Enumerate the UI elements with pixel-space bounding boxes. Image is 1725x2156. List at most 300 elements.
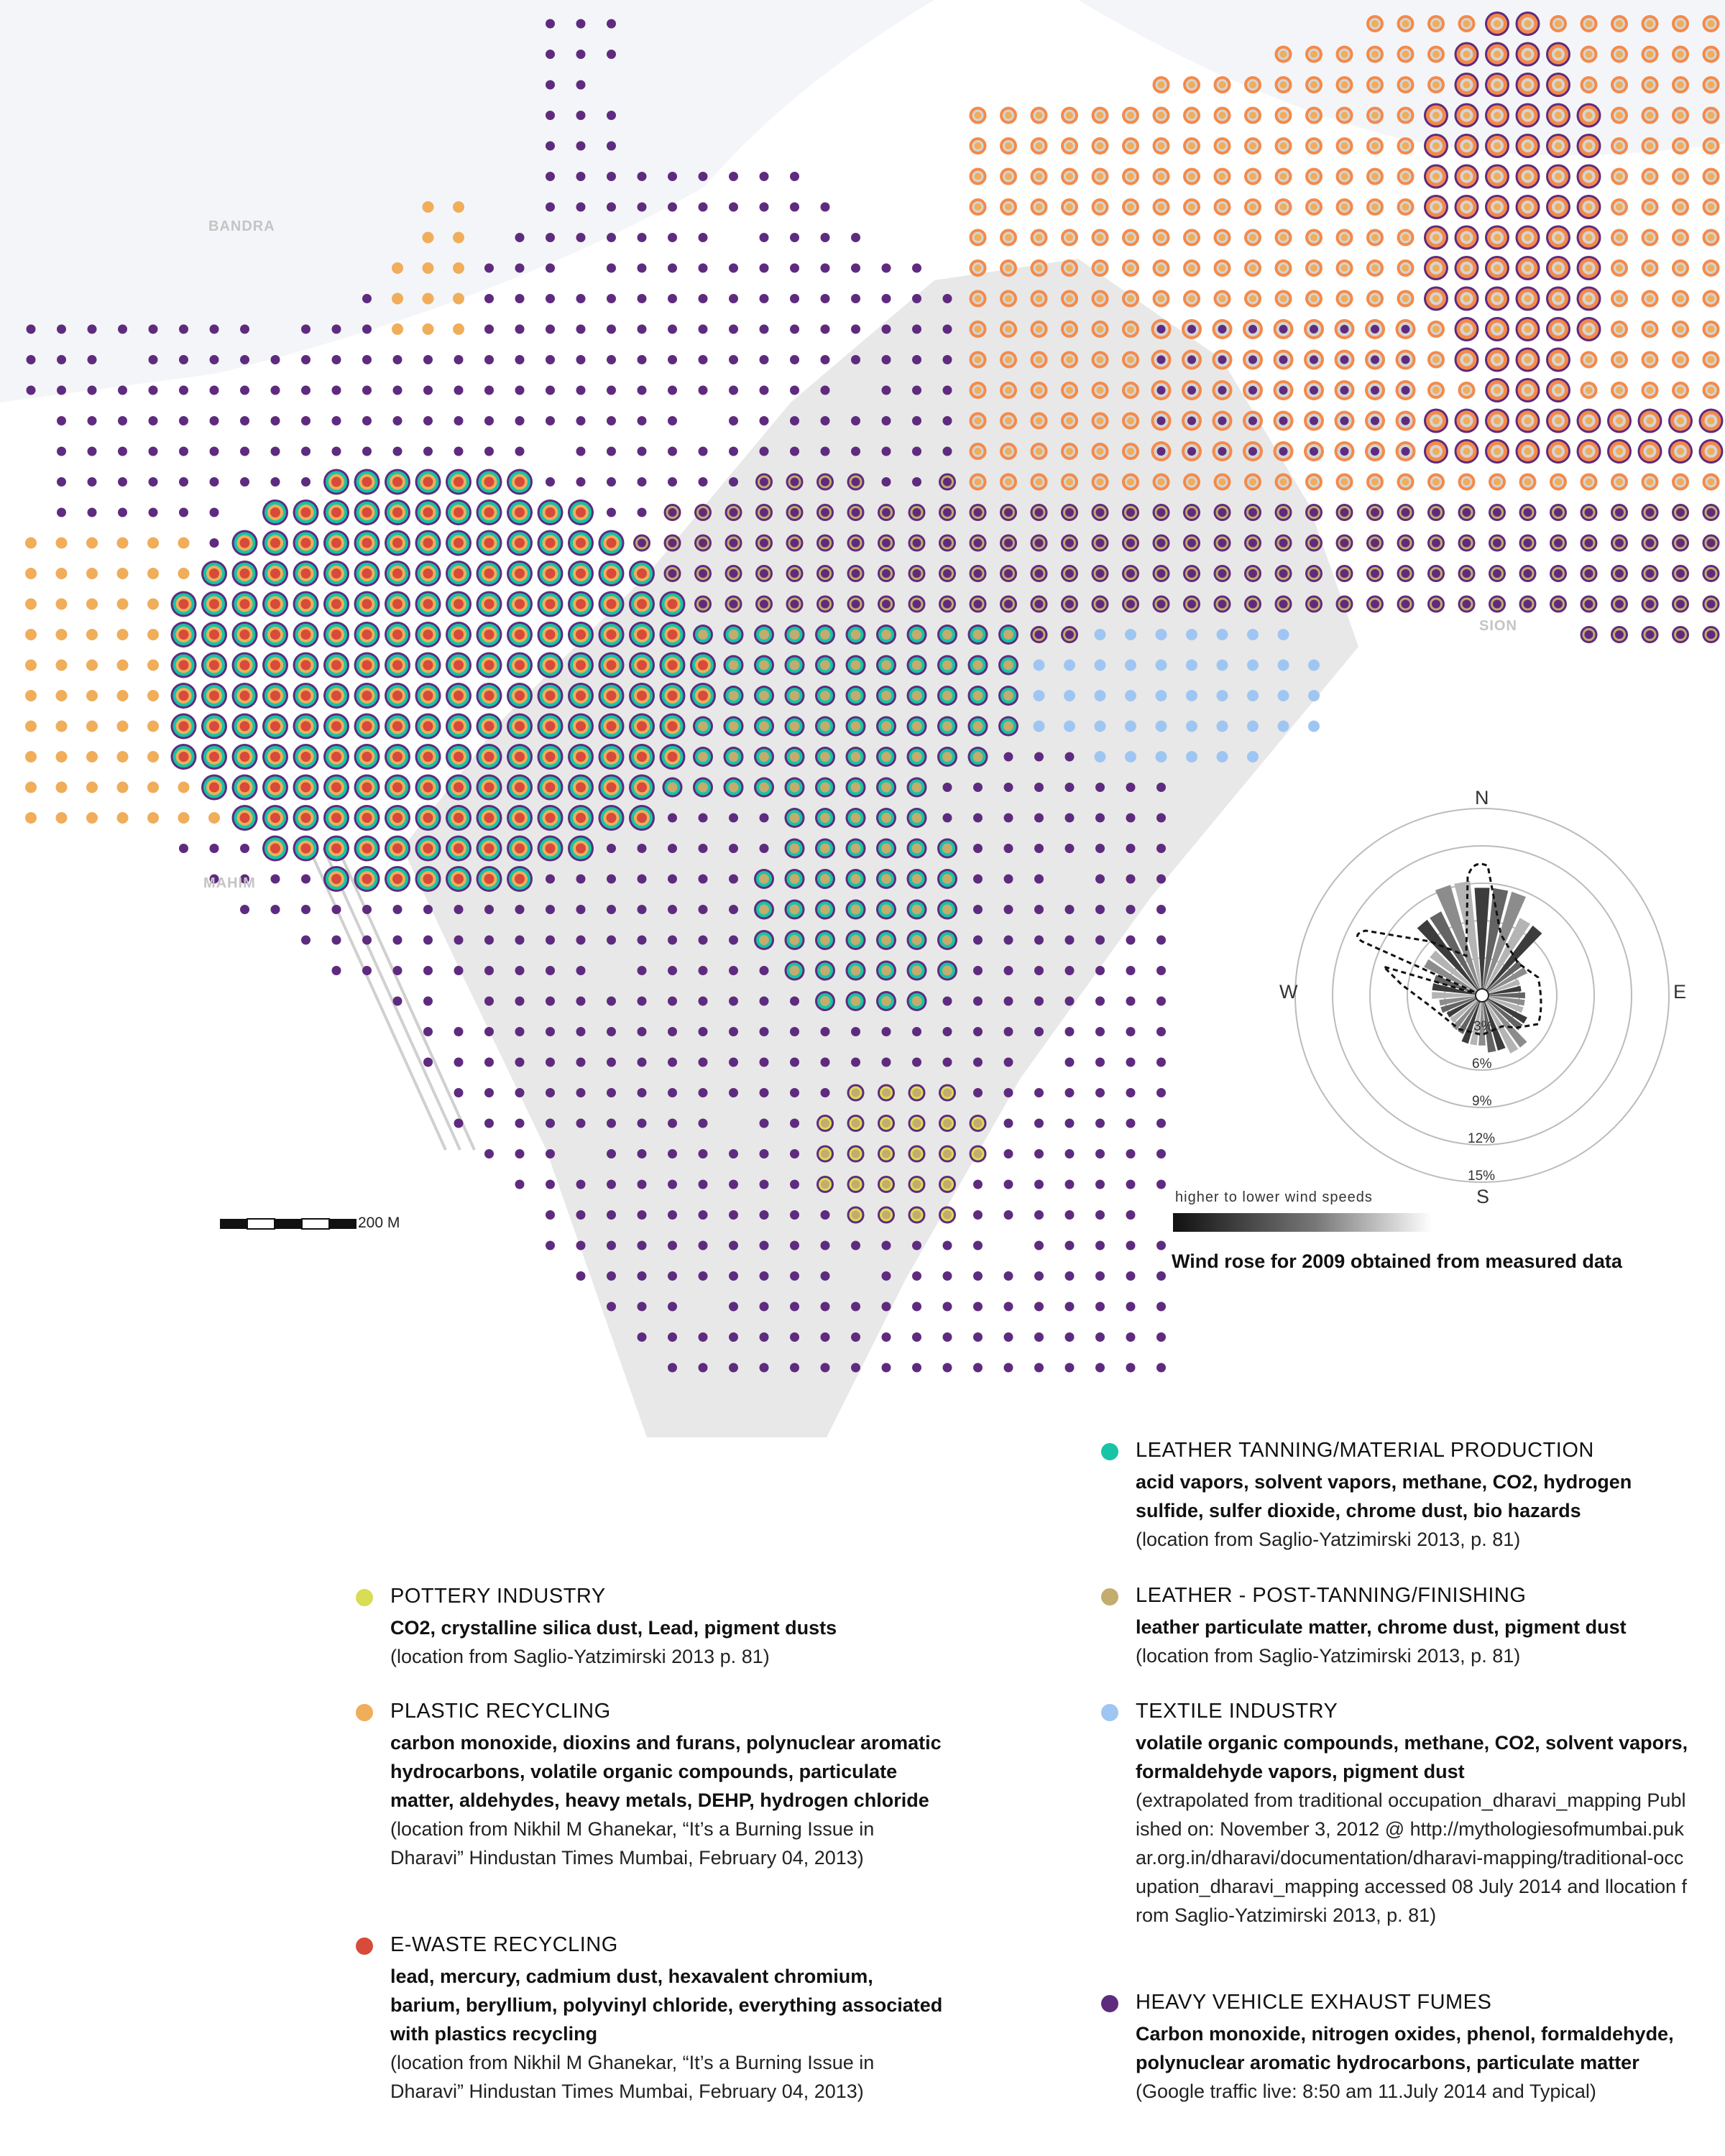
exhaust-dot (484, 325, 494, 334)
dot-ring (546, 752, 556, 762)
dot-ring (1494, 20, 1501, 27)
exhaust-dot (1034, 997, 1044, 1006)
exhaust-dot (790, 264, 799, 273)
dot-ring (240, 905, 249, 914)
dot-ring (790, 844, 800, 854)
dot-ring (1615, 630, 1624, 639)
dot-ring (118, 386, 127, 395)
exhaust-dot (484, 936, 494, 945)
dot-ring (973, 660, 983, 671)
dot-ring (1156, 844, 1166, 853)
dot-ring (25, 812, 37, 824)
exhaust-dot (607, 1210, 616, 1220)
orange-ring-dot (970, 382, 987, 399)
finishing-dot (1642, 565, 1659, 582)
dot-ring (973, 722, 983, 732)
dot-ring (1340, 417, 1349, 425)
exhaust-dot (607, 1271, 616, 1281)
finishing-dot (1397, 535, 1414, 552)
exhaust-dot (821, 1058, 830, 1067)
dot-ring (392, 783, 402, 793)
exhaust-dot (515, 416, 525, 425)
exhaust-dot (1156, 814, 1166, 823)
plastic-dot (392, 323, 403, 335)
ewaste-dot (568, 653, 594, 678)
orange-ring-dot (1672, 107, 1689, 124)
dot-ring (820, 691, 830, 701)
dot-ring (668, 355, 677, 364)
dot-ring (576, 844, 586, 854)
dot-ring (1616, 387, 1623, 394)
exhaust-dot (668, 447, 677, 456)
tanning-dot (693, 747, 713, 767)
dot-ring (1034, 1149, 1044, 1158)
exhaust-dot (607, 1180, 616, 1189)
finishing-dot (1061, 565, 1078, 582)
orange-ring-dot (1061, 290, 1078, 308)
exhaust-dot (1034, 1210, 1044, 1220)
dot-ring (392, 262, 403, 274)
exhaust-dot (882, 294, 891, 303)
dot-ring (912, 1027, 921, 1036)
dot-ring (607, 844, 616, 853)
exhaust-dot (1095, 1088, 1105, 1097)
plastic-dot (56, 629, 68, 640)
dot-ring (179, 416, 188, 425)
orange-ring-dot (1611, 259, 1628, 277)
dot-ring (423, 568, 433, 579)
dot-ring (270, 813, 280, 823)
ewaste-dot (262, 591, 288, 617)
dot-ring (973, 691, 983, 701)
plastic-dot (86, 782, 98, 793)
exhaust-orange-dot (1455, 103, 1479, 128)
exhaust-dot (332, 325, 341, 334)
dot-ring (362, 874, 372, 884)
orange-ring-dot (1581, 46, 1598, 63)
exhaust-dot (301, 477, 310, 487)
ewaste-dot (354, 714, 380, 740)
dot-ring (240, 568, 250, 579)
dot-ring (484, 1119, 494, 1128)
dot-ring (760, 294, 769, 303)
dot-ring (1065, 1027, 1075, 1036)
dot-ring (1616, 479, 1623, 486)
exhaust-dot (546, 1088, 555, 1097)
dot-ring (973, 936, 983, 945)
dot-ring (1005, 173, 1012, 180)
finishing-dot (1122, 596, 1139, 613)
dot-ring (1127, 448, 1134, 455)
exhaust-dot (668, 1180, 677, 1189)
exhaust-dot (454, 355, 464, 364)
textile-dot (1278, 690, 1289, 701)
dot-ring (1095, 1210, 1105, 1220)
orange-ring-dot (1122, 198, 1139, 216)
dot-ring (638, 508, 647, 517)
ewaste-dot (599, 530, 625, 556)
exhaust-dot (393, 447, 402, 456)
orange-ring-dot (1183, 137, 1200, 155)
ewaste-dot (323, 591, 349, 617)
dot-ring (1278, 660, 1289, 671)
ewaste-dot (599, 683, 625, 709)
dot-ring (973, 1058, 983, 1067)
dot-ring (270, 660, 280, 671)
dot-ring (1095, 936, 1105, 945)
dot-ring (760, 1058, 769, 1067)
exhaust-dot (210, 386, 219, 395)
dot-ring (760, 1119, 769, 1128)
exhaust-dot (454, 416, 464, 425)
orange-ring-dot (1061, 474, 1078, 491)
dot-ring (454, 568, 464, 579)
plastic-dot (147, 751, 159, 763)
tanning-dot (724, 717, 744, 737)
dot-ring (1005, 264, 1012, 272)
exhaust-dot (607, 997, 616, 1006)
dot-ring (301, 691, 311, 701)
dot-ring (973, 630, 983, 640)
exhaust-dot (1034, 783, 1044, 792)
dot-ring (699, 1088, 708, 1097)
dot-ring (1065, 966, 1075, 975)
ewaste-dot (323, 683, 349, 709)
finishing-dot (725, 565, 742, 582)
dot-ring (851, 325, 860, 334)
finishing-dot (1031, 596, 1048, 613)
exhaust-dot (576, 1119, 586, 1128)
exhaust-orange-dot (1485, 409, 1509, 433)
dot-ring (1097, 173, 1104, 180)
exhaust-orange-dot (1485, 103, 1509, 128)
dot-ring (852, 1180, 860, 1189)
orange-ring-dot (1396, 411, 1416, 431)
orange-ring-dot (1275, 198, 1292, 216)
dot-ring (392, 691, 402, 701)
dot-ring (638, 264, 647, 273)
dot-ring (453, 323, 464, 335)
dot-ring (882, 416, 891, 425)
dot-ring (881, 844, 891, 854)
exhaust-dot (760, 1180, 769, 1189)
exhaust-dot (851, 1241, 860, 1250)
dot-ring (1340, 539, 1349, 548)
dot-ring (484, 355, 494, 364)
orange-ring-dot (1335, 380, 1355, 400)
dot-ring (975, 479, 982, 486)
exhaust-dot (638, 264, 647, 273)
dot-ring (790, 660, 800, 671)
dot-ring (1095, 905, 1105, 914)
dot-ring (882, 508, 891, 517)
exhaust-orange-dot (1424, 409, 1448, 433)
orange-ring-dot (1703, 198, 1720, 216)
dot-ring (668, 1180, 677, 1189)
plastic-dot (147, 721, 159, 732)
orange-ring-dot (1244, 259, 1261, 277)
tanning-dot (937, 900, 957, 920)
finishing-dot (1581, 596, 1598, 613)
dot-ring (1127, 295, 1134, 303)
orange-ring-dot (1183, 168, 1200, 185)
exhaust-dot (973, 1210, 983, 1220)
orange-ring-dot (1304, 319, 1324, 339)
dot-ring (1524, 539, 1532, 548)
finishing-dot (970, 565, 987, 582)
ewaste-dot (415, 775, 441, 801)
dot-ring (1402, 539, 1410, 548)
dot-ring (454, 1058, 464, 1067)
dot-ring (760, 569, 768, 578)
exhaust-dot (271, 416, 280, 425)
exhaust-dot (1034, 1088, 1044, 1097)
orange-ring-dot (1305, 46, 1322, 63)
textile-dot (1095, 629, 1106, 640)
dot-ring (179, 599, 189, 609)
dot-ring (729, 1149, 738, 1158)
finishing-dot (1672, 535, 1689, 552)
orange-ring-dot (1703, 46, 1720, 63)
dot-ring (515, 416, 525, 425)
plastic-dot (25, 812, 37, 824)
finishing-dot (1183, 535, 1200, 552)
orange-ring-dot (1336, 259, 1353, 277)
orange-ring-dot (1611, 168, 1628, 185)
dot-ring (820, 660, 830, 671)
dot-ring (852, 1119, 860, 1128)
dot-ring (942, 935, 952, 945)
exhaust-dot (760, 386, 769, 395)
dot-ring (1066, 479, 1073, 486)
plastic-dot (453, 232, 464, 244)
exhaust-dot (638, 997, 647, 1006)
exhaust-dot (576, 1088, 586, 1097)
finishing-dot (1031, 565, 1048, 582)
dot-ring (821, 447, 830, 456)
dot-ring (1402, 295, 1409, 303)
exhaust-dot (668, 1119, 677, 1128)
exhaust-dot (576, 875, 586, 884)
dot-ring (1371, 203, 1379, 211)
exhaust-dot (393, 966, 402, 975)
dot-ring (1127, 234, 1134, 241)
dot-ring (729, 1210, 738, 1220)
finishing-dot (816, 504, 834, 521)
orange-ring-dot (1672, 198, 1689, 216)
exhaust-orange-dot (1455, 256, 1479, 280)
finishing-dot (694, 565, 712, 582)
ewaste-dot (538, 775, 564, 801)
orange-ring-dot (1305, 290, 1322, 308)
dot-ring (1371, 142, 1379, 149)
tanning-dot (754, 655, 774, 676)
textile-dot (1095, 660, 1106, 671)
dot-ring (546, 538, 556, 548)
orange-ring-dot (1672, 15, 1689, 32)
dot-ring (1248, 600, 1257, 609)
dot-ring (1127, 387, 1134, 394)
pottery-dot (908, 1176, 926, 1193)
dot-ring (1524, 600, 1532, 609)
exhaust-dot (423, 355, 433, 364)
dot-ring (546, 905, 555, 914)
exhaust-dot (638, 844, 647, 853)
finishing-dot (1672, 626, 1689, 643)
dot-ring (1188, 264, 1195, 272)
dot-ring (453, 232, 464, 244)
finishing-dot (1000, 596, 1017, 613)
exhaust-dot (760, 1119, 769, 1128)
finishing-dot (1550, 565, 1567, 582)
dot-ring (1036, 418, 1043, 425)
exhaust-dot (88, 477, 97, 487)
exhaust-dot (668, 416, 677, 425)
orange-ring-dot (1122, 351, 1139, 369)
textile-dot (1247, 660, 1259, 671)
dot-ring (668, 966, 677, 975)
dot-ring (515, 1027, 525, 1036)
dot-ring (699, 233, 708, 242)
dot-ring (607, 538, 617, 548)
dot-ring (210, 416, 219, 425)
dot-ring (1402, 325, 1410, 333)
dot-ring (1004, 1088, 1013, 1097)
dot-ring (912, 752, 922, 762)
dot-ring (881, 783, 891, 793)
dot-ring (790, 1241, 799, 1250)
dot-ring (515, 997, 525, 1006)
ewaste-dot (201, 714, 227, 740)
dot-ring (1157, 325, 1166, 333)
dot-ring (1158, 112, 1165, 119)
exhaust-dot (607, 142, 616, 151)
exhaust-dot (576, 203, 586, 212)
finishing-dot (755, 596, 773, 613)
finishing-dot (847, 504, 865, 521)
finishing-dot (1275, 596, 1292, 613)
dot-ring (576, 660, 586, 671)
finishing-dot (1244, 565, 1261, 582)
dot-ring (760, 233, 769, 242)
exhaust-orange-dot (1485, 134, 1509, 158)
tanning-dot (876, 808, 896, 828)
dot-ring (637, 752, 647, 762)
ewaste-dot (690, 653, 716, 678)
dot-ring (790, 722, 800, 732)
ewaste-dot (446, 836, 472, 862)
plastic-dot (117, 690, 129, 701)
exhaust-dot (1095, 1241, 1105, 1250)
dot-ring (178, 538, 190, 549)
orange-ring-dot (1153, 259, 1170, 277)
dot-ring (1494, 326, 1501, 333)
dot-ring (820, 752, 830, 762)
dot-ring (423, 1058, 433, 1067)
ewaste-dot (415, 499, 441, 525)
dot-ring (1646, 569, 1655, 578)
dot-ring (1371, 325, 1379, 333)
dot-ring (607, 783, 617, 793)
dot-ring (759, 783, 769, 793)
tanning-dot (815, 686, 835, 706)
dot-ring (576, 19, 586, 29)
exhaust-dot (271, 477, 280, 487)
dot-ring (546, 325, 555, 334)
orange-ring-dot (970, 321, 987, 338)
dot-ring (392, 568, 402, 579)
orange-ring-dot (1550, 15, 1567, 32)
dot-ring (331, 599, 341, 609)
dot-ring (56, 599, 68, 610)
ewaste-dot (446, 744, 472, 770)
exhaust-orange-dot (1516, 256, 1540, 280)
exhaust-orange-dot (1607, 439, 1632, 464)
exhaust-dot (638, 294, 647, 303)
dot-ring (454, 538, 464, 548)
orange-ring-dot (1365, 350, 1385, 370)
dot-ring (1126, 905, 1136, 914)
dot-ring (1647, 234, 1654, 241)
dot-ring (423, 905, 433, 914)
ewaste-dot (171, 622, 197, 648)
tanning-dot (785, 808, 805, 828)
exhaust-orange-dot (1455, 42, 1479, 67)
dot-ring (1616, 234, 1623, 241)
orange-ring-dot (1031, 413, 1048, 430)
dot-ring (484, 568, 494, 579)
tanning-dot (937, 747, 957, 767)
dot-ring (852, 478, 860, 487)
dot-ring (699, 966, 708, 975)
plastic-dot (117, 568, 129, 579)
orange-ring-dot (1000, 168, 1017, 185)
ewaste-dot (538, 683, 564, 709)
exhaust-dot (240, 355, 249, 364)
dot-ring (638, 1149, 647, 1158)
dot-ring (699, 294, 708, 303)
orange-ring-dot (1703, 290, 1720, 308)
dot-ring (791, 478, 799, 487)
dot-ring (1555, 142, 1562, 149)
dot-ring (210, 447, 219, 456)
exhaust-dot (423, 905, 433, 914)
finishing-dot (1397, 596, 1414, 613)
dot-ring (1432, 387, 1440, 394)
exhaust-dot (1095, 875, 1105, 884)
dot-ring (820, 874, 830, 884)
dot-ring (942, 722, 952, 732)
dot-ring (1647, 51, 1654, 58)
dot-ring (699, 905, 708, 914)
dot-ring (56, 568, 68, 579)
dot-ring (484, 294, 494, 303)
orange-ring-dot (1031, 198, 1048, 216)
orange-ring-dot (1489, 474, 1506, 491)
dot-ring (1708, 356, 1715, 364)
orange-ring-dot (1153, 198, 1170, 216)
finishing-dot (1642, 535, 1659, 552)
exhaust-dot (362, 905, 372, 914)
orange-ring-dot (1366, 474, 1384, 491)
dot-ring (698, 722, 708, 732)
orange-ring-dot (1335, 319, 1355, 339)
tanning-dot (693, 778, 713, 798)
dot-ring (393, 936, 402, 945)
orange-ring-dot (1305, 474, 1322, 491)
dot-ring (668, 599, 678, 609)
dot-ring (1036, 173, 1043, 180)
